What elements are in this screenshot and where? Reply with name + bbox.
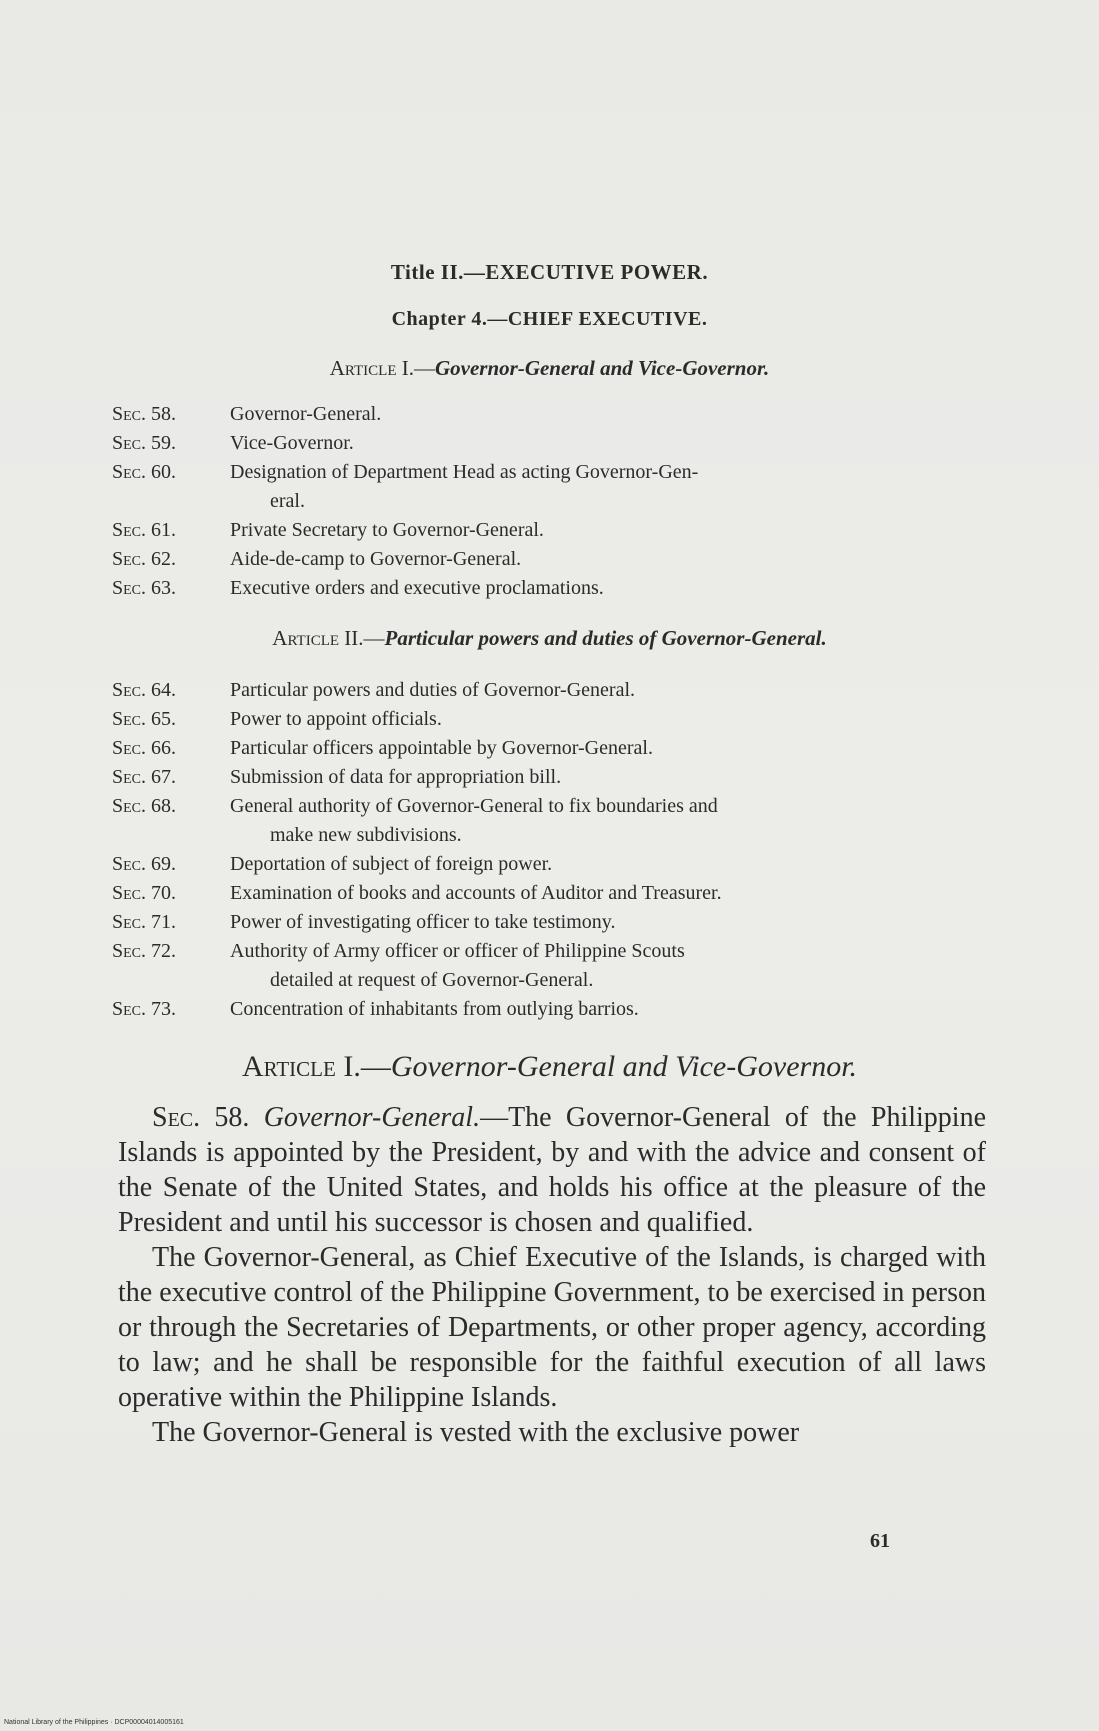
toc-text: Particular officers appointable by Governor-General. [230,737,653,759]
page-number: 61 [870,1530,890,1552]
body-paragraph-2: The Governor-General, as Chief Executive of the Islands, is charged with the executive control of the Philippine Government, to be exercised in person or through the Secretaries of Departments, or other proper agency, according to law; and he shall be responsible for the faithful execution of all laws operative within the Philippine Islands. [118,1242,986,1413]
toc-sec: Sec. 58. [112,403,177,425]
toc-text-wrap [230,458,992,516]
toc-sec: Sec. 66. [112,737,177,759]
toc-sec: Sec. 63. [112,577,177,599]
toc-text-wrap [230,937,992,995]
toc-text: Private Secretary to Governor-General. [230,519,544,541]
toc-entry [112,574,992,603]
article2-toc-title: Particular powers and duties of Governor-General. [384,626,827,650]
toc-entry [112,763,992,792]
toc-entry [112,676,992,705]
toc-sec: Sec. 68. [112,795,177,817]
body-article-label: Article I.— [241,1050,391,1083]
toc-text: Deportation of subject of foreign power. [230,853,553,875]
toc-text: Concentration of inhabitants from outlying barrios. [230,998,639,1020]
toc-sec: Sec. 70. [112,882,177,904]
toc-entry [112,792,992,850]
toc-sec: Sec. 60. [112,461,177,483]
toc-sec: Sec. 64. [112,679,177,701]
toc-entry [112,995,992,1024]
body-sec-title: Governor-General. [263,1102,481,1133]
body-article-heading [0,1050,1099,1084]
body-paragraph-1 [118,1100,986,1240]
toc-entry [112,908,992,937]
article2-toc-label: Article II.— [272,626,385,650]
toc-entry [112,458,992,516]
article2-toc-heading [0,626,1099,651]
toc-entry [112,937,992,995]
body-article-title: Governor-General and Vice-Governor. [390,1050,858,1083]
toc-text-cont: make new subdivisions. [270,824,462,846]
toc-text: Particular powers and duties of Governor-General. [230,679,636,701]
toc-text: Executive orders and executive proclamations. [230,577,604,599]
article1-toc-label: Article I.— [329,356,435,380]
toc-text-cont: detailed at request of Governor-General. [270,969,594,991]
article2-toc-list [112,676,992,1024]
toc-sec: Sec. 72. [112,940,177,962]
toc-text: Aide-de-camp to Governor-General. [230,548,522,570]
toc-entry [112,705,992,734]
toc-text: Designation of Department Head as acting Governor-Gen- [230,461,699,483]
toc-text: Examination of books and accounts of Auditor and Treasurer. [230,882,722,904]
toc-entry [112,545,992,574]
chapter-heading: Chapter 4.—CHIEF EXECUTIVE. [391,308,708,330]
toc-sec: Sec. 69. [112,853,177,875]
toc-text: General authority of Governor-General to fix boundaries and [230,795,718,817]
toc-text: Governor-General. [230,403,382,425]
article1-toc-heading [0,356,1099,381]
body-paragraph-3: The Governor-General is vested with the exclusive power [152,1417,800,1448]
body-text [118,1100,986,1450]
toc-sec: Sec. 71. [112,911,177,933]
toc-sec: Sec. 62. [112,548,177,570]
toc-entry [112,400,992,429]
body-p1-text: —The Governor-General of the Philippine Islands is appointed by the President, by and with the advice and consent of the Senate of the United States, and holds his office at the pleasure of the President and until his successor is chosen and qualified. [118,1102,986,1238]
toc-sec: Sec. 61. [112,519,177,541]
toc-entry [112,734,992,763]
toc-sec: Sec. 59. [112,432,177,454]
toc-text: Power to appoint officials. [230,708,442,730]
toc-entry [112,879,992,908]
article1-toc-list [112,400,992,603]
toc-entry [112,516,992,545]
scan-footer: National Library of the Philippines · DCP00004014005161 [4,1719,184,1726]
toc-entry [112,850,992,879]
toc-sec: Sec. 67. [112,766,177,788]
toc-sec: Sec. 73. [112,998,177,1020]
toc-sec: Sec. 65. [112,708,177,730]
toc-text-cont: eral. [270,490,305,512]
toc-entry [112,429,992,458]
article1-toc-title: Governor-General and Vice-Governor. [435,356,770,380]
title-heading: Title II.—EXECUTIVE POWER. [390,260,709,284]
toc-text: Submission of data for appropriation bill. [230,766,562,788]
toc-text-wrap [230,792,992,850]
toc-text: Vice-Governor. [230,432,354,454]
toc-text: Power of investigating officer to take testimony. [230,911,616,933]
body-sec-label: Sec. 58. [152,1102,250,1133]
toc-text: Authority of Army officer or officer of Philippine Scouts [230,940,685,962]
